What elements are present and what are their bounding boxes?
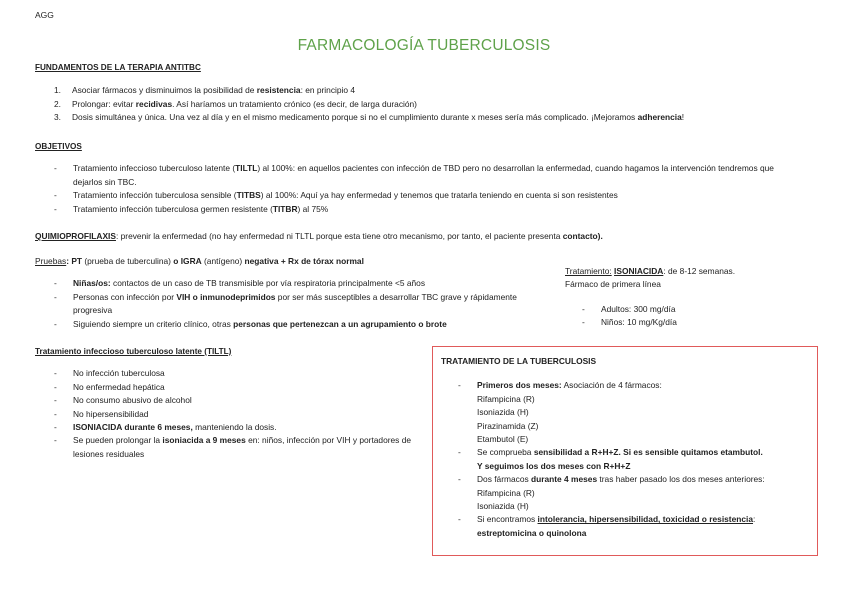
author-tag: AGG — [35, 10, 54, 20]
isoniacida-line: Tratamiento: ISONIACIDA: de 8-12 semanas. — [565, 266, 736, 276]
tiltl-heading: Tratamiento infeccioso tuberculoso latente (TILTL) — [35, 347, 232, 356]
fundamentos-section — [35, 61, 825, 125]
list-item: 3. Dosis simultánea y única. Una vez al día y en el mismo medicamento porque si no el cumplimiento durante x meses sería más complicado. ¡Mejoramos adherencia! — [54, 112, 685, 123]
pruebas-line: Pruebas: PT (prueba de tuberculina) o IGRA (antígeno) negativa + Rx de tórax normal — [35, 256, 364, 266]
list-item: - No infección tuberculosa — [54, 368, 165, 379]
drug-rifampicina: Rifampicina (R) — [477, 393, 535, 404]
list-item: - No enfermedad hepática — [54, 381, 165, 392]
list-item: - No consumo abusivo de alcohol — [54, 395, 192, 406]
tratamiento-tb-content — [441, 355, 813, 540]
quimioprofilaxis-line: QUIMIOPROFILAXIS: prevenir la enfermedad (no hay enfermedad ni TLTL porque esta tiene otro mecanismo, por tanto, el paciente presenta contacto). — [35, 231, 603, 241]
list-item: - Tratamiento infección tuberculosa sensible (TITBS) al 100%: Aquí ya hay enfermedad y tenemos que tratarla teniendo en cuenta si son resistentes — [54, 190, 618, 201]
list-item: - Niñas/os: contactos de un caso de TB transmisible por vía respiratoria principalmente <5 años — [54, 278, 426, 289]
list-item: - Tratamiento infección tuberculosa germen resistente (TITBR) al 75% — [54, 203, 329, 214]
drug-pirazinamida: Pirazinamida (Z) — [477, 420, 539, 431]
page-title: FARMACOLOGÍA TUBERCULOSIS — [297, 37, 551, 54]
tratamiento-tb-list — [441, 379, 813, 540]
pruebas-section — [35, 255, 545, 331]
drug-isoniazida-2: Isoniazida (H) — [477, 501, 529, 512]
tratamiento-tb-heading: TRATAMIENTO DE LA TUBERCULOSIS — [441, 356, 597, 366]
fundamentos-list — [35, 84, 825, 124]
list-item: - Siguiendo siempre un criterio clínico, otras personas que pertenezcan a un agrupamiento o brote — [54, 318, 447, 329]
isoniacida-line2: Fármaco de primera línea — [565, 279, 661, 290]
dose-list — [565, 303, 825, 330]
list-item: - No hipersensibilidad — [54, 408, 149, 419]
drug-rifampicina-2: Rifampicina (R) — [477, 487, 535, 498]
list-item: 1. Asociar fármacos y disminuimos la posibilidad de resistencia: en principio 4 — [54, 85, 356, 96]
drug-isoniazida: Isoniazida (H) — [477, 407, 529, 418]
list-item: - Tratamiento infeccioso tuberculoso latente (TILTL) al 100%: en aquellos pacientes con infección de TBD pero no desarrollan la enfermedad, cuando hagamos la intervención tendremos que dejarlos sin TBC. — [54, 163, 774, 187]
list-item: - ISONIACIDA durante 6 meses, manteniendo la dosis. — [54, 422, 277, 433]
list-item: - Dos fármacos durante 4 meses tras haber pasado los dos meses anteriores: Rifampicina (R) Isoniazida (H) — [458, 473, 813, 513]
quimioprofilaxis-label: QUIMIOPROFILAXIS — [35, 231, 116, 241]
tratamiento-isoniacida — [565, 265, 825, 330]
list-item: - Si encontramos intolerancia, hipersensibilidad, toxicidad o resistencia: estreptomicina o quinolona — [458, 514, 756, 538]
objetivos-list — [35, 162, 805, 216]
objetivos-section — [35, 140, 805, 216]
drug-etambutol: Etambutol (E) — [477, 434, 529, 445]
fundamentos-heading: FUNDAMENTOS DE LA TERAPIA ANTITBC — [35, 63, 201, 72]
isoniacida-drug: ISONIACIDA — [614, 266, 664, 276]
tiltl-section — [35, 345, 415, 461]
list-item: - Se pueden prolongar la isoniacida a 9 meses en: niños, infección por VIH y portadores de lesiones residuales — [54, 435, 412, 459]
list-item: - Primeros dos meses: Asociación de 4 fármacos: Rifampicina (R) Isoniazida (H) Pirazinamida (Z) Etambutol (E) — [458, 379, 813, 446]
pruebas-label: Pruebas — [35, 256, 67, 266]
tiltl-list — [35, 367, 415, 461]
list-item: 2. Prolongar: evitar recidivas. Así haríamos un tratamiento crónico (es decir, de larga duración) — [54, 98, 417, 109]
list-item: - Niños: 10 mg/Kg/día — [582, 317, 677, 328]
objetivos-heading: OBJETIVOS — [35, 142, 82, 151]
list-item: - Se comprueba sensibilidad a R+H+Z. Si es sensible quitamos etambutol. Y seguimos los dos meses con R+H+Z — [458, 447, 763, 471]
list-item: - Personas con infección por VIH o inmunodeprimidos por ser más susceptibles a desarrollar TBC grave y rápidamente progresiva — [54, 291, 517, 316]
pruebas-list — [35, 277, 545, 331]
list-item: - Adultos: 300 mg/día — [582, 303, 676, 314]
